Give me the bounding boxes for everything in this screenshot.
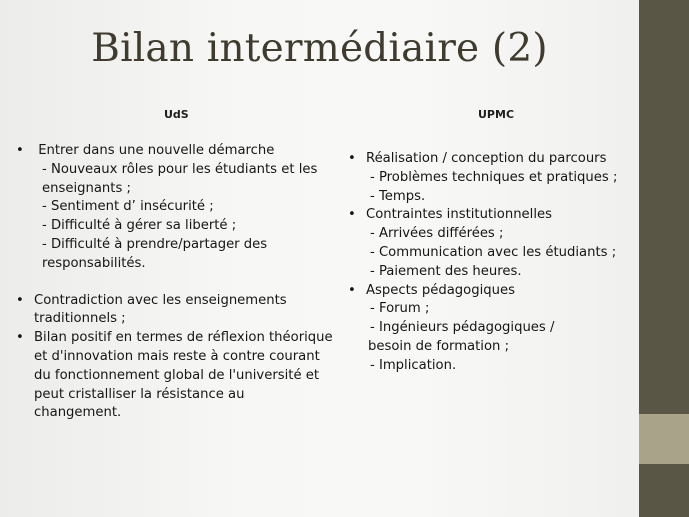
sub-item: - Forum ; [370,301,430,317]
sub-item: - Difficulté à prendre/partager des responsabilités. [42,236,268,271]
list-item [14,329,334,423]
sub-item: besoin de formation ; [368,338,510,354]
bullet-text: Entrer dans une nouvelle démarche [34,143,275,158]
sub-item: - Difficulté à gérer sa liberté ; [42,218,237,234]
sub-item: - Arrivées différées ; [370,226,504,242]
sub-item: - Communication avec les étudiants ; [370,244,617,260]
uds-column [14,142,334,423]
bullet-text: Réalisation / conception du parcours [366,151,607,166]
column-header-uds: UdS [164,108,189,121]
decorative-accent-block [639,414,689,464]
sub-item: - Ingénieurs pédagogiques / [370,320,555,336]
list-item [346,150,641,206]
bullet-icon: • [348,207,356,223]
sub-item: - Nouveaux rôles pour les étudiants et les enseignants ; [42,161,318,196]
spacer [14,274,334,292]
bullet-icon: • [16,330,24,346]
sub-item: - Implication. [370,357,457,373]
sub-item: - Temps. [370,188,426,204]
decorative-sidebar [639,0,689,517]
list-item [14,142,334,274]
list-item [14,292,334,330]
bullet-icon: • [16,143,24,158]
list-item [346,282,641,376]
slide-title: Bilan intermédiaire (2) [91,26,548,71]
column-header-upmc: UPMC [478,108,515,121]
list-item [346,206,641,281]
bullet-text: Contradiction avec les enseignements traditionnels ; [34,292,287,327]
bullet-text: Bilan positif en termes de réflexion théorique et d'innovation mais reste à contre courant du fonctionnement global de l'université et peut cristalliser la résistance au changement. [34,330,333,421]
bullet-icon: • [348,282,356,298]
bullet-text: Aspects pédagogiques [366,282,515,298]
upmc-column [346,150,641,376]
bullet-icon: • [16,292,24,308]
bullet-icon: • [348,151,356,166]
sub-item: - Sentiment d’ insécurité ; [42,199,214,215]
bullet-text: Contraintes institutionnelles [366,207,552,223]
sub-item: - Paiement des heures. [370,263,522,279]
sub-item: - Problèmes techniques et pratiques ; [370,169,618,185]
